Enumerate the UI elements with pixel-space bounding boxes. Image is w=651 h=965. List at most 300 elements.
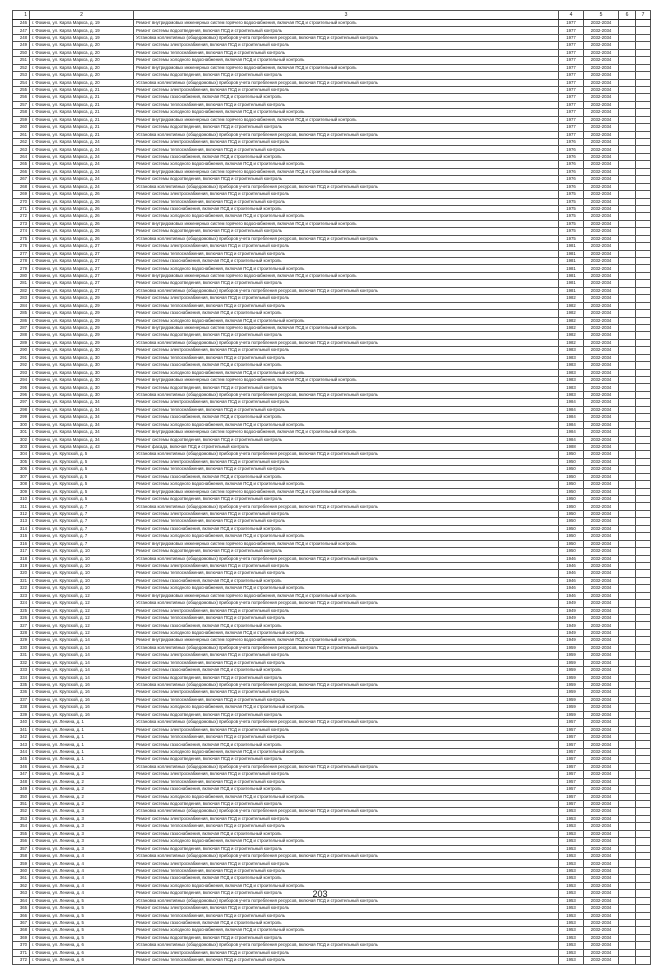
table-row — [13, 176, 651, 183]
address-cell: г. Фокино, ул. Карла Маркса, д. 29 — [30, 317, 134, 324]
row-number-cell: 289 — [13, 339, 30, 346]
period-cell: 2032-2034 — [584, 34, 619, 41]
year-cell: 1976 — [559, 183, 584, 190]
row-number-cell: 341 — [13, 726, 30, 733]
year-cell: 1950 — [559, 518, 584, 525]
address-cell: г. Фокино, ул. Карла Маркса, д. 24 — [30, 139, 134, 146]
row-number-cell: 249 — [13, 42, 30, 49]
period-cell: 2032-2034 — [584, 369, 619, 376]
empty-cell — [636, 748, 651, 755]
work-type-cell: Ремонт системы водоотведения, включая ПСД и строительный контроль — [134, 176, 559, 183]
address-cell: г. Фокино, ул. Крупской, д. 5 — [30, 496, 134, 503]
work-type-cell: Ремонт системы электроснабжения, включая ПСД и строительный контроль — [134, 86, 559, 93]
empty-cell — [636, 525, 651, 532]
period-cell: 2032-2034 — [584, 681, 619, 688]
table-row — [13, 793, 651, 800]
empty-cell — [636, 64, 651, 71]
period-cell: 2032-2034 — [584, 414, 619, 421]
row-number-cell: 286 — [13, 317, 30, 324]
period-cell: 2032-2034 — [584, 562, 619, 569]
empty-cell — [636, 600, 651, 607]
table-row — [13, 748, 651, 755]
table-row — [13, 652, 651, 659]
year-cell: 1949 — [559, 615, 584, 622]
period-cell: 2032-2034 — [584, 347, 619, 354]
work-type-cell: Ремонт внутридомовых инженерных систем горячего водоснабжения, включая ПСД и строительный контроль — [134, 64, 559, 71]
address-cell: г. Фокино, ул. Ленина, д. 4 — [30, 890, 134, 897]
period-cell: 2032-2034 — [584, 919, 619, 926]
period-cell: 2032-2034 — [584, 696, 619, 703]
period-cell: 2032-2034 — [584, 101, 619, 108]
table-row — [13, 94, 651, 101]
period-cell: 2032-2034 — [584, 726, 619, 733]
table-row — [13, 101, 651, 108]
table-row — [13, 414, 651, 421]
period-cell: 2032-2034 — [584, 399, 619, 406]
address-cell: г. Фокино, ул. Крупской, д. 12 — [30, 615, 134, 622]
empty-cell — [619, 168, 636, 175]
year-cell: 1950 — [559, 488, 584, 495]
empty-cell — [636, 734, 651, 741]
empty-cell — [636, 451, 651, 458]
empty-cell — [636, 429, 651, 436]
address-cell: г. Фокино, ул. Крупской, д. 16 — [30, 689, 134, 696]
empty-cell — [619, 116, 636, 123]
year-cell: 1981 — [559, 243, 584, 250]
work-type-cell: Ремонт системы водоотведения, включая ПСД и строительный контроль — [134, 228, 559, 235]
table-row — [13, 250, 651, 257]
address-cell: г. Фокино, ул. Карла Маркса, д. 30 — [30, 391, 134, 398]
empty-cell — [619, 72, 636, 79]
period-cell: 2032-2034 — [584, 957, 619, 964]
row-number-cell: 336 — [13, 689, 30, 696]
row-number-cell: 322 — [13, 585, 30, 592]
year-cell: 1946 — [559, 555, 584, 562]
row-number-cell: 260 — [13, 124, 30, 131]
year-cell: 1953 — [559, 927, 584, 934]
year-cell: 1976 — [559, 176, 584, 183]
empty-cell — [636, 101, 651, 108]
year-cell: 1959 — [559, 652, 584, 659]
period-cell: 2032-2034 — [584, 198, 619, 205]
empty-cell — [636, 726, 651, 733]
table-row — [13, 161, 651, 168]
address-cell: г. Фокино, ул. Ленина, д. 2 — [30, 771, 134, 778]
year-cell: 1981 — [559, 258, 584, 265]
row-number-cell: 290 — [13, 347, 30, 354]
empty-cell — [636, 912, 651, 919]
address-cell: г. Фокино, ул. Карла Маркса, д. 34 — [30, 414, 134, 421]
address-cell: г. Фокино, ул. Карла Маркса, д. 29 — [30, 302, 134, 309]
period-cell: 2032-2034 — [584, 585, 619, 592]
table-row — [13, 332, 651, 339]
empty-cell — [636, 295, 651, 302]
year-cell: 1982 — [559, 310, 584, 317]
table-row — [13, 570, 651, 577]
empty-cell — [619, 302, 636, 309]
row-number-cell: 309 — [13, 488, 30, 495]
work-type-cell: Установка коллективных (общедомовых) приборов учета потребления ресурсов, включая ПСД и строительный контроль — [134, 897, 559, 904]
period-cell: 2032-2034 — [584, 533, 619, 540]
period-cell: 2032-2034 — [584, 763, 619, 770]
work-type-cell: Ремонт системы электроснабжения, включая ПСД и строительный контроль — [134, 510, 559, 517]
table-row — [13, 109, 651, 116]
empty-cell — [619, 644, 636, 651]
address-cell: г. Фокино, ул. Ленина, д. 1 — [30, 748, 134, 755]
period-cell: 2032-2034 — [584, 912, 619, 919]
period-cell: 2032-2034 — [584, 845, 619, 852]
work-type-cell: Установка коллективных (общедомовых) приборов учета потребления ресурсов, включая ПСД и строительный контроль — [134, 853, 559, 860]
empty-cell — [636, 823, 651, 830]
work-type-cell: Ремонт системы газоснабжения, включая ПСД и строительный контроль — [134, 310, 559, 317]
address-cell: г. Фокино, ул. Ленина, д. 5 — [30, 919, 134, 926]
empty-cell — [619, 391, 636, 398]
empty-cell — [636, 124, 651, 131]
work-type-cell: Ремонт системы газоснабжения, включая ПСД и строительный контроль — [134, 741, 559, 748]
row-number-cell: 363 — [13, 890, 30, 897]
work-type-cell: Ремонт системы теплоснабжения, включая ПСД и строительный контроль — [134, 823, 559, 830]
year-cell: 1977 — [559, 57, 584, 64]
work-type-cell: Ремонт системы электроснабжения, включая ПСД и строительный контроль — [134, 243, 559, 250]
table-row — [13, 347, 651, 354]
empty-cell — [636, 176, 651, 183]
row-number-cell: 339 — [13, 711, 30, 718]
row-number-cell: 349 — [13, 786, 30, 793]
period-cell: 2032-2034 — [584, 265, 619, 272]
empty-cell — [636, 377, 651, 384]
empty-cell — [636, 369, 651, 376]
address-cell: г. Фокино, ул. Ленина, д. 3 — [30, 815, 134, 822]
period-cell: 2032-2034 — [584, 838, 619, 845]
row-number-cell: 275 — [13, 235, 30, 242]
empty-cell — [619, 667, 636, 674]
row-number-cell: 335 — [13, 681, 30, 688]
year-cell: 1959 — [559, 704, 584, 711]
period-cell: 2032-2034 — [584, 800, 619, 807]
empty-cell — [619, 384, 636, 391]
period-cell: 2032-2034 — [584, 161, 619, 168]
row-number-cell: 278 — [13, 258, 30, 265]
year-cell: 1982 — [559, 324, 584, 331]
year-cell: 1953 — [559, 867, 584, 874]
work-type-cell: Ремонт системы водоотведения, включая ПСД и строительный контроль — [134, 384, 559, 391]
address-cell: г. Фокино, ул. Ленина, д. 5 — [30, 905, 134, 912]
table-row — [13, 934, 651, 941]
empty-cell — [619, 793, 636, 800]
address-cell: г. Фокино, ул. Карла Маркса, д. 20 — [30, 79, 134, 86]
table-row — [13, 466, 651, 473]
year-cell: 1982 — [559, 302, 584, 309]
year-cell: 1957 — [559, 748, 584, 755]
row-number-cell: 295 — [13, 384, 30, 391]
period-cell: 2032-2034 — [584, 213, 619, 220]
period-cell: 2032-2034 — [584, 183, 619, 190]
address-cell: г. Фокино, ул. Крупской, д. 10 — [30, 562, 134, 569]
year-cell: 1957 — [559, 741, 584, 748]
work-type-cell: Ремонт системы электроснабжения, включая ПСД и строительный контроль — [134, 607, 559, 614]
address-cell: г. Фокино, ул. Карла Маркса, д. 29 — [30, 295, 134, 302]
period-cell: 2032-2034 — [584, 577, 619, 584]
year-cell: 1984 — [559, 399, 584, 406]
table-row — [13, 235, 651, 242]
work-type-cell: Ремонт системы теплоснабжения, включая ПСД и строительный контроль — [134, 101, 559, 108]
year-cell: 1988 — [559, 443, 584, 450]
empty-cell — [636, 86, 651, 93]
address-cell: г. Фокино, ул. Ленина, д. 1 — [30, 741, 134, 748]
table-row — [13, 451, 651, 458]
empty-cell — [636, 607, 651, 614]
empty-cell — [636, 139, 651, 146]
address-cell: г. Фокино, ул. Карла Маркса, д. 21 — [30, 116, 134, 123]
empty-cell — [619, 607, 636, 614]
address-cell: г. Фокино, ул. Ленина, д. 4 — [30, 853, 134, 860]
work-type-cell: Ремонт системы газоснабжения, включая ПСД и строительный контроль — [134, 414, 559, 421]
year-cell: 1984 — [559, 429, 584, 436]
row-number-cell: 262 — [13, 139, 30, 146]
year-cell: 1975 — [559, 191, 584, 198]
year-cell: 1957 — [559, 771, 584, 778]
table-row — [13, 324, 651, 331]
period-cell: 2032-2034 — [584, 205, 619, 212]
table-row — [13, 629, 651, 636]
row-number-cell: 346 — [13, 763, 30, 770]
empty-cell — [636, 414, 651, 421]
work-type-cell: Ремонт системы теплоснабжения, включая ПСД и строительный контроль — [134, 302, 559, 309]
period-cell: 2032-2034 — [584, 622, 619, 629]
table-row — [13, 696, 651, 703]
work-type-cell: Ремонт системы электроснабжения, включая ПСД и строительный контроль — [134, 652, 559, 659]
address-cell: г. Фокино, ул. Ленина, д. 4 — [30, 867, 134, 874]
period-cell: 2032-2034 — [584, 153, 619, 160]
work-type-cell: Ремонт системы холодного водоснабжения, включая ПСД и строительный контроль — [134, 793, 559, 800]
address-cell: г. Фокино, ул. Ленина, д. 1 — [30, 726, 134, 733]
row-number-cell: 282 — [13, 287, 30, 294]
work-type-cell: Ремонт системы электроснабжения, включая ПСД и строительный контроль — [134, 458, 559, 465]
work-type-cell: Установка коллективных (общедомовых) приборов учета потребления ресурсов, включая ПСД и строительный контроль — [134, 287, 559, 294]
work-type-cell: Установка коллективных (общедомовых) приборов учета потребления ресурсов, включая ПСД и строительный контроль — [134, 235, 559, 242]
row-number-cell: 370 — [13, 942, 30, 949]
address-cell: г. Фокино, ул. Крупской, д. 5 — [30, 488, 134, 495]
empty-cell — [619, 853, 636, 860]
row-number-cell: 306 — [13, 466, 30, 473]
address-cell: г. Фокино, ул. Крупской, д. 14 — [30, 659, 134, 666]
table-row — [13, 421, 651, 428]
work-type-cell: Ремонт системы электроснабжения, включая ПСД и строительный контроль — [134, 347, 559, 354]
year-cell: 1982 — [559, 339, 584, 346]
year-cell: 1957 — [559, 726, 584, 733]
row-number-cell: 347 — [13, 771, 30, 778]
table-row — [13, 644, 651, 651]
empty-cell — [619, 473, 636, 480]
row-number-cell: 317 — [13, 548, 30, 555]
address-cell: г. Фокино, ул. Карла Маркса, д. 34 — [30, 421, 134, 428]
year-cell: 1977 — [559, 27, 584, 34]
address-cell: г. Фокино, ул. Карла Маркса, д. 19 — [30, 20, 134, 27]
empty-cell — [619, 235, 636, 242]
table-row — [13, 659, 651, 666]
address-cell: г. Фокино, ул. Карла Маркса, д. 27 — [30, 287, 134, 294]
empty-cell — [636, 637, 651, 644]
year-cell: 1949 — [559, 607, 584, 614]
empty-cell — [619, 778, 636, 785]
table-row — [13, 64, 651, 71]
empty-cell — [619, 481, 636, 488]
row-number-cell: 332 — [13, 659, 30, 666]
address-cell: г. Фокино, ул. Карла Маркса, д. 21 — [30, 101, 134, 108]
address-cell: г. Фокино, ул. Карла Маркса, д. 34 — [30, 399, 134, 406]
address-cell: г. Фокино, ул. Карла Маркса, д. 24 — [30, 183, 134, 190]
period-cell: 2032-2034 — [584, 332, 619, 339]
address-cell: г. Фокино, ул. Ленина, д. 2 — [30, 793, 134, 800]
row-number-cell: 303 — [13, 443, 30, 450]
empty-cell — [636, 518, 651, 525]
row-number-cell: 366 — [13, 912, 30, 919]
empty-cell — [636, 934, 651, 941]
row-number-cell: 314 — [13, 525, 30, 532]
work-type-cell: Ремонт системы теплоснабжения, включая ПСД и строительный контроль — [134, 912, 559, 919]
empty-cell — [636, 191, 651, 198]
empty-cell — [619, 347, 636, 354]
table-row — [13, 205, 651, 212]
year-cell: 1950 — [559, 466, 584, 473]
address-cell: г. Фокино, ул. Ленина, д. 5 — [30, 927, 134, 934]
row-number-cell: 328 — [13, 629, 30, 636]
period-cell: 2032-2034 — [584, 377, 619, 384]
work-type-cell: Ремонт системы холодного водоснабжения, включая ПСД и строительный контроль — [134, 421, 559, 428]
period-cell: 2032-2034 — [584, 927, 619, 934]
work-type-cell: Ремонт системы электроснабжения, включая ПСД и строительный контроль — [134, 815, 559, 822]
period-cell: 2032-2034 — [584, 548, 619, 555]
period-cell: 2032-2034 — [584, 362, 619, 369]
period-cell: 2032-2034 — [584, 94, 619, 101]
empty-cell — [636, 860, 651, 867]
address-cell: г. Фокино, ул. Ленина, д. 1 — [30, 719, 134, 726]
work-type-cell: Ремонт системы водоотведения, включая ПСД и строительный контроль — [134, 332, 559, 339]
empty-cell — [619, 681, 636, 688]
work-type-cell: Установка коллективных (общедомовых) приборов учета потребления ресурсов, включая ПСД и строительный контроль — [134, 600, 559, 607]
address-cell: г. Фокино, ул. Крупской, д. 7 — [30, 540, 134, 547]
address-cell: г. Фокино, ул. Ленина, д. 3 — [30, 838, 134, 845]
row-number-cell: 367 — [13, 919, 30, 926]
year-cell: 1953 — [559, 890, 584, 897]
work-type-cell: Ремонт внутридомовых инженерных систем горячего водоснабжения, включая ПСД и строительный контроль — [134, 220, 559, 227]
table-row — [13, 771, 651, 778]
address-cell: г. Фокино, ул. Карла Маркса, д. 26 — [30, 213, 134, 220]
period-cell: 2032-2034 — [584, 652, 619, 659]
address-cell: г. Фокино, ул. Крупской, д. 14 — [30, 667, 134, 674]
year-cell: 1953 — [559, 823, 584, 830]
period-cell: 2032-2034 — [584, 659, 619, 666]
year-cell: 1957 — [559, 800, 584, 807]
table-row — [13, 548, 651, 555]
work-type-cell: Ремонт системы теплоснабжения, включая ПСД и строительный контроль — [134, 354, 559, 361]
address-cell: г. Фокино, ул. Ленина, д. 2 — [30, 778, 134, 785]
row-number-cell: 252 — [13, 64, 30, 71]
address-cell: г. Фокино, ул. Ленина, д. 3 — [30, 830, 134, 837]
address-cell: г. Фокино, ул. Карла Маркса, д. 34 — [30, 429, 134, 436]
period-cell: 2032-2034 — [584, 890, 619, 897]
year-cell: 1981 — [559, 280, 584, 287]
table-row — [13, 525, 651, 532]
table-row — [13, 912, 651, 919]
table-row — [13, 592, 651, 599]
empty-cell — [619, 808, 636, 815]
row-number-cell: 256 — [13, 94, 30, 101]
work-type-cell: Ремонт системы водоотведения, включая ПСД и строительный контроль — [134, 27, 559, 34]
work-type-cell: Ремонт системы газоснабжения, включая ПСД и строительный контроль — [134, 473, 559, 480]
work-type-cell: Ремонт внутридомовых инженерных систем горячего водоснабжения, включая ПСД и строительный контроль — [134, 637, 559, 644]
address-cell: г. Фокино, ул. Карла Маркса, д. 27 — [30, 265, 134, 272]
empty-cell — [619, 258, 636, 265]
empty-cell — [636, 659, 651, 666]
row-number-cell: 267 — [13, 176, 30, 183]
year-cell: 1949 — [559, 629, 584, 636]
empty-cell — [636, 228, 651, 235]
empty-cell — [636, 153, 651, 160]
table-row — [13, 860, 651, 867]
work-type-cell: Установка коллективных (общедомовых) приборов учета потребления ресурсов, включая ПСД и строительный контроль — [134, 503, 559, 510]
row-number-cell: 279 — [13, 265, 30, 272]
empty-cell — [636, 473, 651, 480]
table-row — [13, 830, 651, 837]
table-row — [13, 540, 651, 547]
empty-cell — [636, 324, 651, 331]
year-cell: 1946 — [559, 562, 584, 569]
empty-cell — [619, 934, 636, 941]
address-cell: г. Фокино, ул. Крупской, д. 12 — [30, 592, 134, 599]
work-type-cell: Ремонт внутридомовых инженерных систем горячего водоснабжения, включая ПСД и строительный контроль — [134, 540, 559, 547]
address-cell: г. Фокино, ул. Карла Маркса, д. 29 — [30, 332, 134, 339]
year-cell: 1977 — [559, 34, 584, 41]
period-cell: 2032-2034 — [584, 324, 619, 331]
address-cell: г. Фокино, ул. Ленина, д. 4 — [30, 875, 134, 882]
empty-cell — [636, 332, 651, 339]
period-cell: 2032-2034 — [584, 436, 619, 443]
year-cell: 1977 — [559, 94, 584, 101]
empty-cell — [619, 577, 636, 584]
work-type-cell: Ремонт системы теплоснабжения, включая ПСД и строительный контроль — [134, 615, 559, 622]
address-cell: г. Фокино, ул. Крупской, д. 7 — [30, 525, 134, 532]
empty-cell — [636, 771, 651, 778]
table-row — [13, 443, 651, 450]
work-type-cell: Ремонт системы холодного водоснабжения, включая ПСД и строительный контроль — [134, 838, 559, 845]
work-type-cell: Ремонт системы электроснабжения, включая ПСД и строительный контроль — [134, 905, 559, 912]
year-cell: 1984 — [559, 421, 584, 428]
work-type-cell: Ремонт системы холодного водоснабжения, включая ПСД и строительный контроль — [134, 927, 559, 934]
empty-cell — [636, 957, 651, 964]
row-number-cell: 337 — [13, 696, 30, 703]
work-type-cell: Установка коллективных (общедомовых) приборов учета потребления ресурсов, включая ПСД и строительный контроль — [134, 131, 559, 138]
work-type-cell: Ремонт системы теплоснабжения, включая ПСД и строительный контроль — [134, 250, 559, 257]
row-number-cell: 246 — [13, 20, 30, 27]
period-cell: 2032-2034 — [584, 778, 619, 785]
work-type-cell: Ремонт внутридомовых инженерных систем горячего водоснабжения, включая ПСД и строительный контроль — [134, 168, 559, 175]
empty-cell — [636, 905, 651, 912]
year-cell: 1984 — [559, 436, 584, 443]
period-cell: 2032-2034 — [584, 235, 619, 242]
column-header-2: 2 — [30, 11, 134, 20]
empty-cell — [619, 458, 636, 465]
period-cell: 2032-2034 — [584, 875, 619, 882]
table-row — [13, 481, 651, 488]
row-number-cell: 250 — [13, 49, 30, 56]
address-cell: г. Фокино, ул. Ленина, д. 5 — [30, 897, 134, 904]
row-number-cell: 330 — [13, 644, 30, 651]
work-type-cell: Ремонт системы электроснабжения, включая ПСД и строительный контроль — [134, 399, 559, 406]
address-cell: г. Фокино, ул. Карла Маркса, д. 26 — [30, 235, 134, 242]
empty-cell — [636, 942, 651, 949]
table-row — [13, 585, 651, 592]
